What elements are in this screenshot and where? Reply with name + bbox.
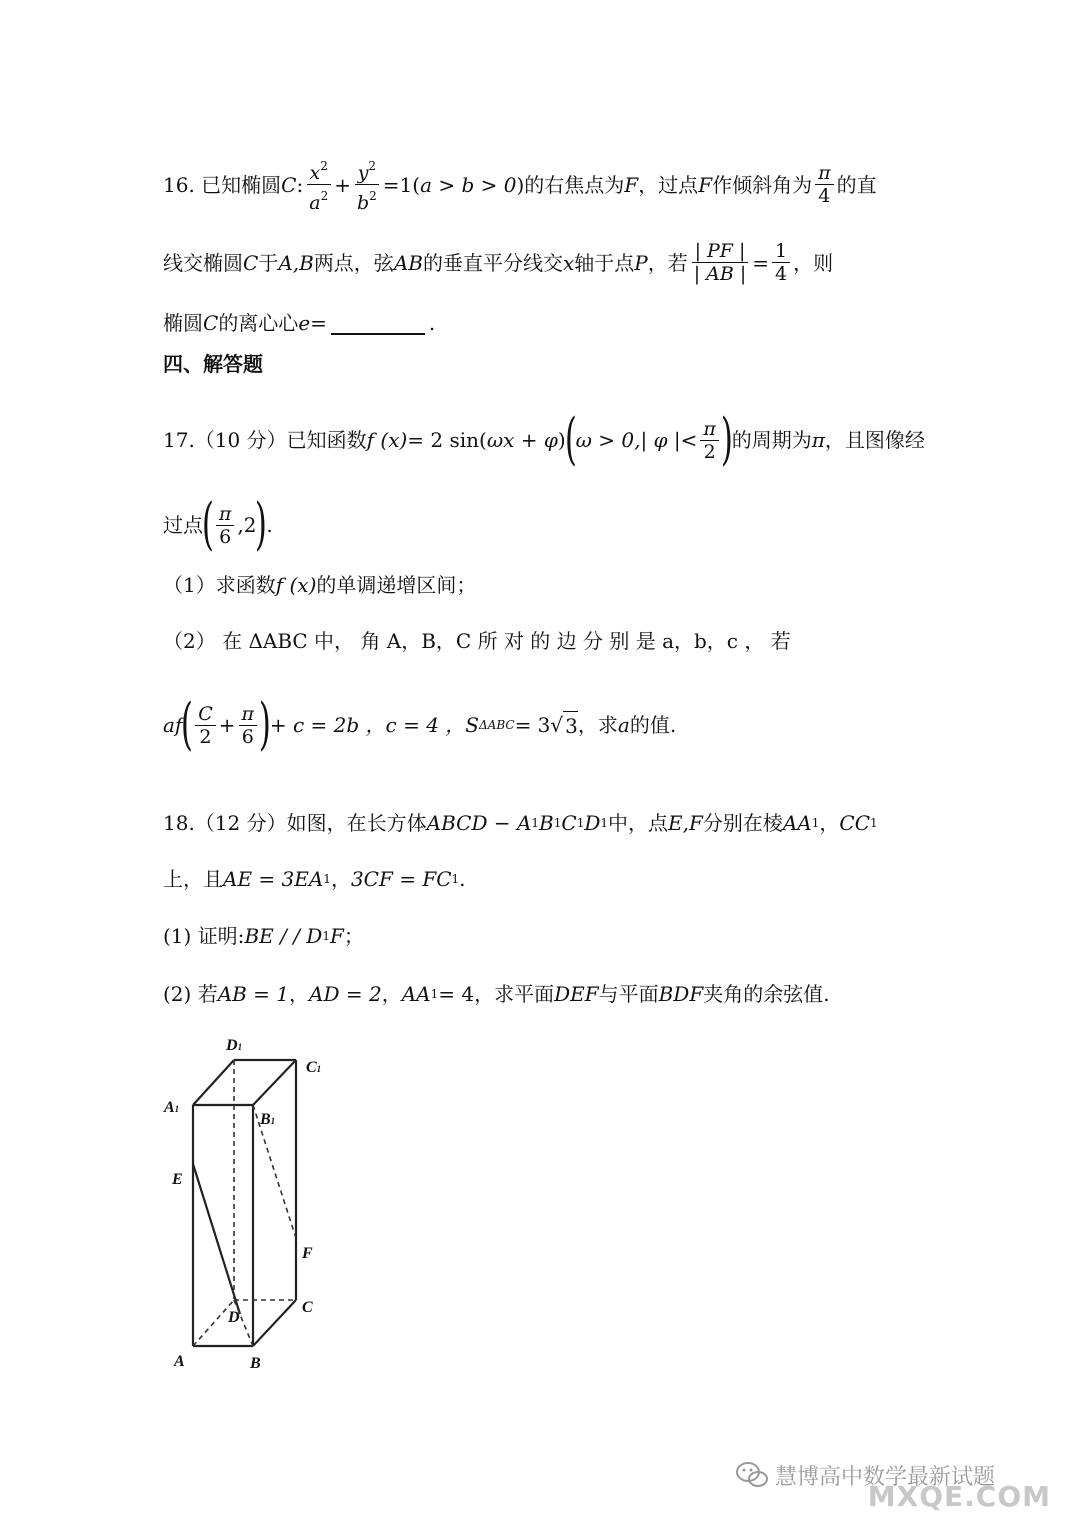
- label-b: B: [250, 1355, 261, 1372]
- math-expr: + c = 2b ，c = 4 ，: [269, 713, 466, 737]
- right-paren: ): [720, 407, 733, 472]
- edge-a1-d1: [193, 1060, 234, 1105]
- text: 轴于点: [574, 250, 635, 275]
- subscript: 1: [811, 816, 820, 830]
- math-expr: af: [163, 713, 183, 737]
- math-var: π: [700, 418, 719, 441]
- math-var: F: [698, 172, 713, 197]
- text: 作倾斜角为: [712, 172, 813, 197]
- math-var: AA: [782, 811, 812, 835]
- subscript: 1: [451, 872, 460, 886]
- math-expr: = 2 sin(: [407, 428, 487, 452]
- section-title: 四、解答题: [163, 352, 263, 376]
- cuboid-figure: [160, 1028, 360, 1374]
- math-var: B: [539, 811, 554, 835]
- label-f: F: [302, 1245, 313, 1262]
- math-num: 4: [818, 185, 831, 207]
- section-heading: [163, 350, 923, 378]
- fraction-pi-2: [700, 418, 719, 463]
- math-sym: ): [516, 172, 525, 197]
- watermark: [735, 1435, 1065, 1515]
- subscript: 1: [870, 816, 878, 830]
- subscript: 1: [322, 929, 330, 943]
- fraction-pi-6: [216, 503, 235, 548]
- text: ，过点: [638, 172, 699, 197]
- math-expr: BE / / D: [244, 924, 323, 948]
- math-expr: AE = 3EA: [223, 867, 324, 891]
- math-expr: a > b > 0: [420, 172, 517, 197]
- math-expr: = 4: [438, 982, 475, 1006]
- text: ，: [330, 867, 351, 891]
- label-e: E: [172, 1171, 183, 1188]
- math-var: S: [465, 713, 479, 737]
- math-sym: :: [296, 172, 304, 197]
- math-expr: | PF |: [692, 240, 749, 263]
- text: （1）求函数: [163, 573, 276, 597]
- text: ；: [343, 924, 364, 948]
- math-var: a: [617, 713, 630, 737]
- subscript: 1: [430, 987, 439, 1001]
- label-a: A: [174, 1353, 185, 1370]
- math-expr: | AB |: [693, 263, 747, 285]
- math-expr: ,2: [237, 513, 257, 537]
- subscript: 1: [323, 872, 331, 886]
- math-num: 6: [219, 525, 232, 548]
- math-num: 2: [199, 725, 212, 748]
- math-expr: AD = 2: [309, 982, 382, 1006]
- math-expr: AB = 1: [217, 982, 290, 1006]
- text: 的垂直平分线交: [422, 250, 563, 275]
- text: ，则: [793, 250, 834, 275]
- math-num: 1: [772, 240, 790, 263]
- text: 中，点: [608, 811, 669, 835]
- math-expr: f (x): [366, 428, 408, 452]
- math-var: C: [561, 811, 577, 835]
- math-expr: = 3: [514, 713, 551, 737]
- edge-b-c: [253, 1300, 296, 1346]
- text: 16. 已知椭圆: [163, 172, 282, 197]
- exponent: 2: [368, 159, 377, 173]
- text: 夹角的余弦值.: [703, 982, 830, 1006]
- text: 的周期为: [731, 428, 812, 452]
- fraction-pi-4: [815, 162, 834, 207]
- exponent: 2: [369, 189, 377, 203]
- math-sym: +: [218, 713, 236, 737]
- math-var: π: [815, 162, 834, 185]
- math-var: AB: [393, 250, 423, 275]
- text: .: [428, 311, 436, 335]
- q17-line-1: [163, 407, 925, 472]
- watermark-text: 慧博高中数学最新试题: [775, 1464, 996, 1490]
- math-expr: ωx + φ: [486, 428, 558, 452]
- math-var: F: [624, 172, 639, 197]
- math-sym: ): [557, 428, 566, 452]
- math-num: 6: [241, 725, 254, 748]
- math-var: C: [243, 250, 259, 275]
- label-d: D: [228, 1309, 240, 1326]
- text: 的离心心: [218, 311, 299, 335]
- text: ，: [381, 982, 402, 1006]
- text: 线交椭圆: [163, 250, 243, 275]
- exponent: 2: [320, 159, 328, 173]
- text: 的直: [836, 172, 877, 197]
- math-sym: +: [334, 172, 351, 197]
- sqrt-symbol: √: [550, 713, 564, 737]
- text: 18.（12 分）如图，在长方体: [163, 811, 427, 835]
- text: .: [459, 867, 466, 891]
- text: 的单调递增区间；: [316, 573, 477, 597]
- q18-part-2: [163, 980, 923, 1008]
- subscript: 1: [600, 816, 609, 830]
- text: （2） 在 ΔABC 中， 角 A，B，C 所 对 的 边 分 别 是 a，b，c ， 若: [163, 629, 791, 653]
- left-paren: (: [564, 407, 577, 472]
- math-var: x: [562, 250, 575, 275]
- math-var: e: [298, 311, 311, 335]
- q17-part-1: [163, 571, 923, 599]
- math-expr: E,F: [668, 811, 703, 835]
- math-var: C: [281, 172, 297, 197]
- math-var: x: [309, 162, 321, 184]
- math-var: π: [239, 703, 258, 726]
- text: 两点，弦: [313, 250, 394, 275]
- sqrt-radicand: 3: [563, 711, 578, 740]
- q17-part-2-line-2: [163, 692, 923, 757]
- math-num: 4: [775, 263, 788, 285]
- math-var: BDF: [658, 982, 704, 1006]
- label-a1: A1: [164, 1099, 180, 1116]
- fraction-c-2: [195, 703, 216, 748]
- q16-line-2: [163, 240, 923, 285]
- left-paren: (: [181, 692, 194, 757]
- math-sym: =1(: [382, 172, 421, 197]
- subscript: 1: [553, 816, 562, 830]
- math-expr: A,B: [278, 250, 314, 275]
- text: ，且图像经: [824, 428, 925, 452]
- text: 的右焦点为: [524, 172, 625, 197]
- edge-b1-c1: [253, 1060, 296, 1105]
- text: .: [266, 513, 273, 537]
- text: 分别在棱: [702, 811, 783, 835]
- math-sym: =: [310, 311, 327, 335]
- math-num: 2: [703, 440, 716, 463]
- math-expr: ABCD − A: [426, 811, 532, 835]
- math-var: C: [203, 311, 219, 335]
- text: 上，且: [163, 867, 223, 891]
- fraction-pi-6: [239, 703, 258, 748]
- math-var: π: [216, 503, 235, 526]
- q17-part-2-line-1: [163, 627, 923, 655]
- fraction-y2-b2: [354, 155, 380, 214]
- math-sym: =: [752, 250, 770, 275]
- text: ，求平面: [474, 982, 555, 1006]
- right-paren: ): [255, 492, 268, 557]
- watermark-site: MXQE.COM: [867, 1480, 1051, 1513]
- math-var: F: [329, 924, 344, 948]
- math-expr: f (x): [275, 573, 317, 597]
- math-var: C: [195, 703, 216, 726]
- text: (2) 若: [163, 982, 218, 1006]
- math-var: b: [356, 192, 370, 214]
- right-paren: ): [258, 692, 271, 757]
- wechat-icon: [735, 1461, 769, 1489]
- math-var: D: [584, 811, 601, 835]
- q18-part-1: [163, 922, 923, 950]
- text: ，求: [577, 713, 618, 737]
- segment-b-e: [193, 1164, 240, 1314]
- text: 过点: [163, 513, 203, 537]
- subscript: ΔABC: [479, 718, 515, 732]
- left-paren: (: [201, 492, 214, 557]
- label-c: C: [302, 1299, 313, 1316]
- text: ，: [289, 982, 310, 1006]
- answer-blank: [331, 311, 425, 335]
- math-var: π: [811, 428, 825, 452]
- math-var: CC: [839, 811, 870, 835]
- math-var: P: [634, 250, 648, 275]
- math-var: a: [309, 192, 321, 214]
- fraction-pf-ab: [691, 240, 750, 285]
- math-var: y: [357, 162, 369, 184]
- q16-line-1: [163, 155, 923, 214]
- label-c1: C1: [306, 1059, 322, 1076]
- q17-line-2: [163, 492, 923, 557]
- subscript: 1: [576, 816, 585, 830]
- math-expr: 3CF = FC: [350, 867, 452, 891]
- text: 17.（10 分）已知函数: [163, 428, 367, 452]
- text: (1) 证明:: [163, 924, 245, 948]
- q16-line-3: [163, 309, 923, 337]
- text: 椭圆: [163, 311, 203, 335]
- label-d1: D1: [226, 1037, 243, 1054]
- exponent: 2: [320, 189, 329, 203]
- q18-line-1: [163, 809, 923, 837]
- text: 与平面: [598, 982, 659, 1006]
- subscript: 1: [531, 816, 540, 830]
- math-var: AA: [401, 982, 431, 1006]
- text: 的值.: [629, 713, 677, 737]
- label-b1: B1: [260, 1111, 276, 1128]
- math-var: DEF: [554, 982, 599, 1006]
- q18-line-2: [163, 865, 923, 893]
- text: 于: [258, 250, 279, 275]
- fraction-x2-a2: [306, 155, 331, 214]
- text: ，: [819, 811, 840, 835]
- math-expr: ω > 0,| φ |<: [575, 428, 698, 452]
- cuboid-diagram: [160, 1028, 360, 1374]
- fraction-1-4: [772, 240, 790, 285]
- text: ，若: [647, 250, 688, 275]
